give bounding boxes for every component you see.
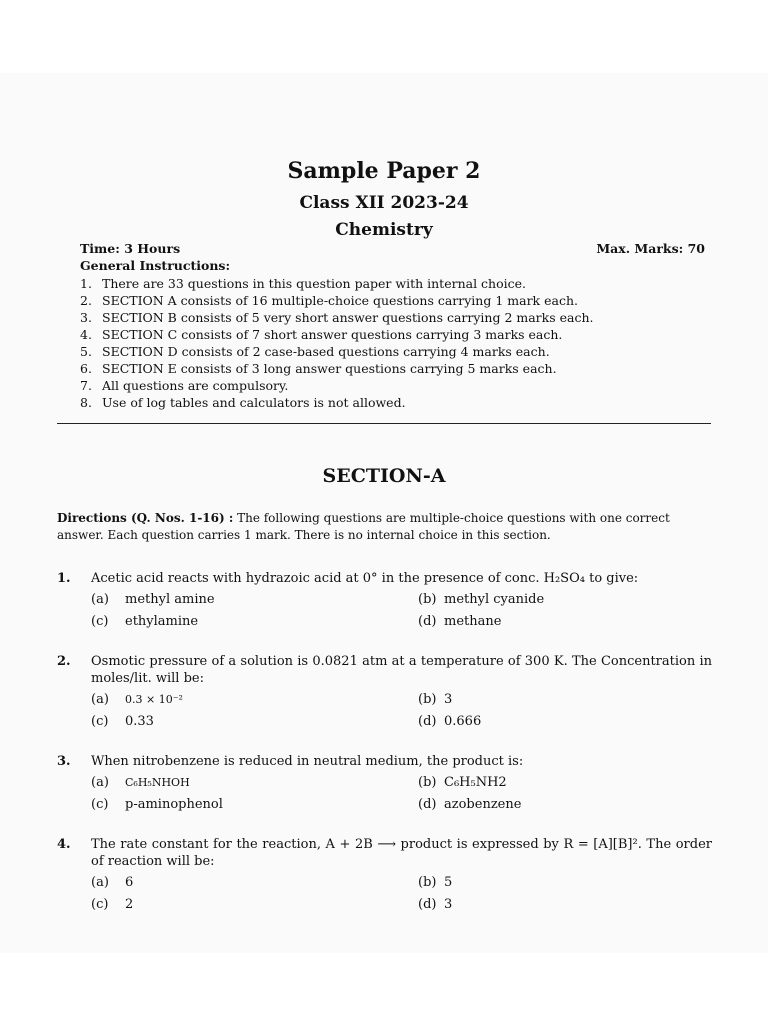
instruction-item xyxy=(80,360,594,377)
instruction-number: 7. xyxy=(80,378,92,393)
directions-label: Directions (Q. Nos. 1-16) : xyxy=(57,511,234,525)
option-text: 3 xyxy=(444,692,453,707)
instruction-text: SECTION D consists of 2 case-based questions carrying 4 marks each. xyxy=(102,344,550,359)
option-d[interactable] xyxy=(418,713,481,730)
instruction-item xyxy=(80,343,594,360)
instruction-item xyxy=(80,394,594,411)
option-label: (c) xyxy=(91,797,109,812)
instruction-number: 2. xyxy=(80,293,92,308)
option-text: ethylamine xyxy=(125,614,199,629)
option-c[interactable] xyxy=(91,896,133,913)
option-text: 0.3 × 10⁻² xyxy=(125,693,183,706)
instruction-number: 5. xyxy=(80,344,92,359)
instruction-text: There are 33 questions in this question paper with internal choice. xyxy=(102,276,526,291)
option-text: methane xyxy=(444,614,502,629)
question-number: 1. xyxy=(57,571,71,586)
subject-title: Chemistry xyxy=(335,220,433,240)
instruction-number: 6. xyxy=(80,361,92,376)
question-number: 3. xyxy=(57,754,71,769)
option-label: (c) xyxy=(91,714,109,729)
instruction-text: SECTION B consists of 5 very short answer questions carrying 2 marks each. xyxy=(102,310,594,325)
option-text: methyl amine xyxy=(125,592,215,607)
option-label: (b) xyxy=(418,592,437,607)
option-label: (b) xyxy=(418,775,437,790)
question-1 xyxy=(57,570,712,630)
instruction-number: 1. xyxy=(80,276,92,291)
option-a[interactable] xyxy=(91,874,133,891)
option-text: 6 xyxy=(125,875,134,890)
option-text: 3 xyxy=(444,897,453,912)
option-label: (b) xyxy=(418,875,437,890)
option-c[interactable] xyxy=(91,796,223,813)
instruction-item xyxy=(80,377,594,394)
option-text: 0.33 xyxy=(125,714,154,729)
section-directions xyxy=(57,510,717,544)
horizontal-divider xyxy=(57,423,711,424)
max-marks-label: Max. Marks: 70 xyxy=(596,241,705,256)
option-d[interactable] xyxy=(418,796,521,813)
option-d[interactable] xyxy=(418,896,452,913)
option-b[interactable] xyxy=(418,874,452,891)
paper-title: Sample Paper 2 xyxy=(287,158,481,184)
option-text: azobenzene xyxy=(444,797,522,812)
instruction-text: All questions are compulsory. xyxy=(102,378,289,393)
instruction-number: 4. xyxy=(80,327,92,342)
instructions-list xyxy=(80,275,594,411)
option-text: methyl cyanide xyxy=(444,592,545,607)
option-label: (a) xyxy=(91,692,109,707)
option-b[interactable] xyxy=(418,691,452,708)
time-label: Time: 3 Hours xyxy=(80,241,181,256)
option-text: C₆H₅NH2 xyxy=(444,775,507,790)
section-heading: SECTION-A xyxy=(322,465,446,487)
option-d[interactable] xyxy=(418,613,501,630)
option-c[interactable] xyxy=(91,613,198,630)
option-text: 5 xyxy=(444,875,453,890)
option-b[interactable] xyxy=(418,591,544,608)
instruction-number: 8. xyxy=(80,395,92,410)
question-number: 2. xyxy=(57,654,71,669)
instruction-text: SECTION E consists of 3 long answer questions carrying 5 marks each. xyxy=(102,361,557,376)
instruction-item xyxy=(80,275,594,292)
class-line: Class XII 2023-24 xyxy=(299,193,469,213)
question-text: Acetic acid reacts with hydrazoic acid at 0° in the presence of conc. H₂SO₄ to give: xyxy=(91,571,639,586)
option-c[interactable] xyxy=(91,713,154,730)
option-text: 2 xyxy=(125,897,134,912)
option-b[interactable] xyxy=(418,774,507,791)
option-label: (d) xyxy=(418,797,437,812)
option-label: (d) xyxy=(418,614,437,629)
instruction-text: SECTION C consists of 7 short answer questions carrying 3 marks each. xyxy=(102,327,563,342)
instruction-item xyxy=(80,309,594,326)
option-label: (a) xyxy=(91,592,109,607)
instruction-number: 3. xyxy=(80,310,92,325)
instructions-heading: General Instructions: xyxy=(80,258,231,273)
option-label: (b) xyxy=(418,692,437,707)
option-text: p-aminophenol xyxy=(125,797,223,812)
question-text: When nitrobenzene is reduced in neutral medium, the product is: xyxy=(91,754,524,769)
paper-sheet xyxy=(0,73,768,953)
option-a[interactable] xyxy=(91,691,183,708)
question-3 xyxy=(57,753,712,813)
instruction-item xyxy=(80,292,594,309)
instruction-text: Use of log tables and calculators is not allowed. xyxy=(102,395,406,410)
instruction-item xyxy=(80,326,594,343)
option-label: (a) xyxy=(91,875,109,890)
option-text: 0.666 xyxy=(444,714,482,729)
option-a[interactable] xyxy=(91,591,215,608)
question-text: Osmotic pressure of a solution is 0.0821 atm at a temperature of 300 K. The Concentration in moles/lit. will be: xyxy=(91,654,712,686)
option-label: (c) xyxy=(91,897,109,912)
question-2 xyxy=(57,653,712,733)
option-label: (a) xyxy=(91,775,109,790)
directions-text: The following questions are multiple-choice questions with one correct answer. Each question carries 1 mark. There is no internal choice in this section. xyxy=(57,511,670,542)
option-text: C₆H₅NHOH xyxy=(125,776,190,789)
option-label: (d) xyxy=(418,714,437,729)
option-label: (d) xyxy=(418,897,437,912)
instruction-text: SECTION A consists of 16 multiple-choice questions carrying 1 mark each. xyxy=(102,293,578,308)
question-text: The rate constant for the reaction, A + 2B ⟶ product is expressed by R = [A][B]². The order of reaction will be: xyxy=(91,837,712,869)
question-4 xyxy=(57,836,712,916)
option-label: (c) xyxy=(91,614,109,629)
question-number: 4. xyxy=(57,837,71,852)
option-a[interactable] xyxy=(91,774,190,791)
